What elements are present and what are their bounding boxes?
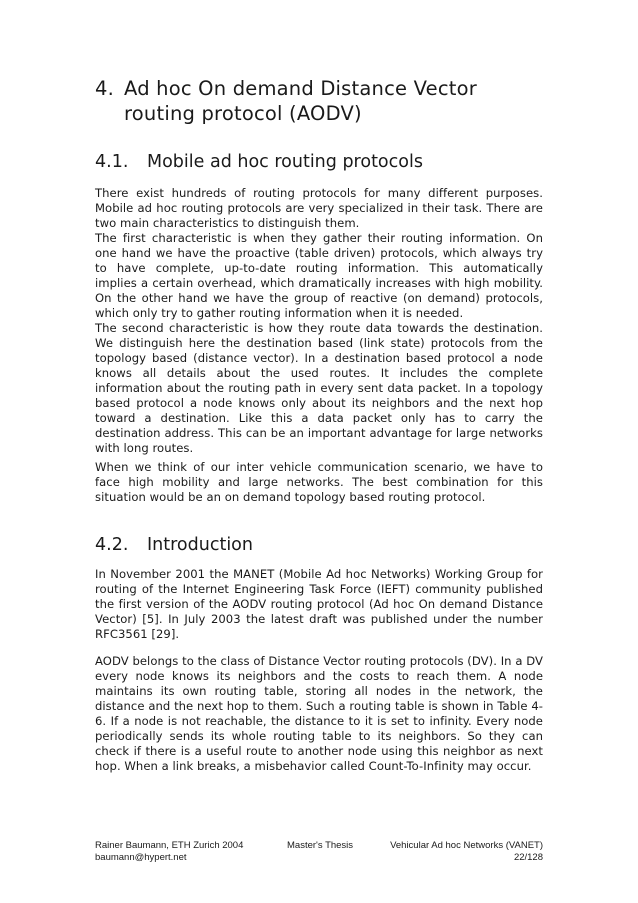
chapter-heading (95, 76, 555, 126)
footer-email: baumann@hypert.net (95, 852, 187, 863)
section-4-2-body (95, 654, 543, 774)
chapter-number: 4. (95, 77, 115, 100)
section-title: Mobile ad hoc routing protocols (147, 152, 423, 172)
section-4-1-closing (95, 460, 543, 505)
section-number: 4.1. (95, 152, 129, 172)
paragraph: There exist hundreds of routing protocols for many different purposes. Mobile ad hoc routing protocols are very specialized in their task. There are two main characteristics to distinguish them. (95, 186, 543, 230)
section-heading-4-1 (95, 151, 423, 173)
section-title: Introduction (147, 535, 253, 555)
footer-doc-type: Master's Thesis (287, 840, 354, 851)
paragraph: AODV belongs to the class of Distance Vector routing protocols (DV). In a DV every node knows its neighbors and the costs to reach them. A node maintains its own routing table, storing all nodes in the network, the distance and the next hop to them. Such a routing table is shown in Table 4-6. If a node is not reachable, the distance to it is set to infinity. Every node periodically sends its whole routing table to its neighbors. So they can check if there is a useful route to another node using this neighbor as next hop. When a link breaks, a misbehavior called Count-To-Infinity may occur. (95, 654, 543, 773)
section-heading-4-2 (95, 534, 253, 556)
chapter-title-line-2: routing protocol (AODV) (124, 102, 362, 125)
paragraph: In November 2001 the MANET (Mobile Ad hoc Networks) Working Group for routing of the Internet Engineering Task Force (IEFT) community published the first version of the AODV routing protocol (Ad hoc On demand Distance Vector) [5]. In July 2003 the latest draft was published under the number RFC3561 [29]. (95, 567, 543, 641)
paragraph: The first characteristic is when they gather their routing information. On one hand we have the proactive (table driven) protocols, which always try to have complete, up-to-date routing information. This automatically implies a certain overhead, which dramatically increases with high mobility. On the other hand we have the group of reactive (on demand) protocols, which only try to gather routing information when it is needed. (95, 231, 543, 320)
section-number: 4.2. (95, 535, 129, 555)
section-4-2-intro (95, 567, 543, 642)
footer-page-number: 22/128 (513, 852, 543, 863)
paragraph: When we think of our inter vehicle communication scenario, we have to face high mobility and large networks. The best combination for this situation would be an on demand topology based routing protocol. (95, 460, 543, 504)
paragraph: The second characteristic is how they route data towards the destination. We distinguish here the destination based (link state) protocols from the topology based (distance vector). In a destination based protocol a node knows all details about the used routes. It includes the complete information about the routing path in every sent data packet. In a topology based protocol a node knows only about its neighbors and the next hop toward a destination. Like this a data packet only has to carry the destination address. This can be an important advantage for large networks with long routes. (95, 321, 543, 455)
page-footer (95, 840, 543, 864)
chapter-title-line-1: Ad hoc On demand Distance Vector (124, 77, 477, 100)
footer-author: Rainer Baumann, ETH Zurich 2004 (95, 840, 244, 851)
footer-title: Vehicular Ad hoc Networks (VANET) (390, 840, 543, 851)
section-4-1-body (95, 186, 543, 456)
